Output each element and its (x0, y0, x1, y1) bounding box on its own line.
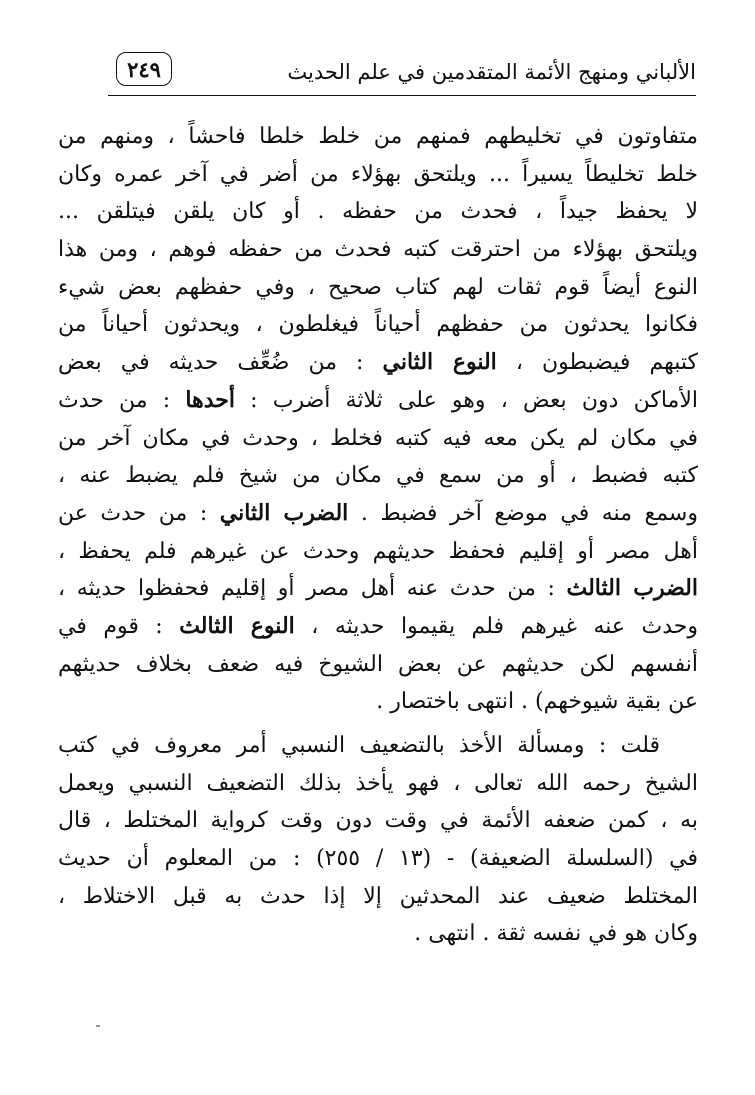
text-line (58, 533, 698, 571)
text-segment: : قوم في (58, 613, 180, 639)
paragraph (58, 118, 698, 721)
text-line (58, 765, 698, 803)
text-line (58, 269, 698, 307)
text-segment: أنفسهم لكن حديثهم عن بعض الشيوخ فيه ضعف بخلاف حديثهم (58, 651, 698, 677)
page-header (108, 52, 696, 96)
text-segment: به ، كمن ضعفه الأئمة في وقت دون وقت كرواية المختلط ، قال (58, 808, 698, 834)
text-line (58, 608, 698, 646)
text-line (58, 344, 698, 382)
text-segment: : من حدث عنه أهل مصر أو إقليم فحفظوا حديثه ، (58, 576, 567, 602)
text-line (58, 231, 698, 269)
text-segment: : من حدث (58, 387, 186, 413)
footer-mark (96, 1025, 100, 1027)
paragraph (58, 727, 698, 953)
bold-heading-term: الضرب الثاني (219, 499, 349, 526)
text-segment: كتبه فضبط ، أو من سمع في مكان من شيخ فلم يضبط عنه ، (58, 463, 698, 489)
text-line (58, 382, 698, 420)
text-line (58, 727, 698, 765)
text-line (58, 193, 698, 231)
text-segment: وكان هو في نفسه ثقة . انتهى . (414, 921, 698, 947)
bold-heading-term: النوع الثالث (179, 612, 295, 639)
text-line (58, 570, 698, 608)
text-line (58, 840, 698, 878)
text-segment: النوع أيضاً قوم ثقات لهم كتاب صحيح ، وفي حفظهم بعض شيء (58, 274, 698, 300)
text-segment: وسمع منه في موضع آخر فضبط . (348, 500, 698, 526)
page-number: ٢٤٩ (116, 52, 172, 86)
text-line (58, 495, 698, 533)
text-segment: لا يحفظ جيداً ، فحدث من حفظه . أو كان يلقن فيتلقن ... (58, 199, 698, 225)
text-line (58, 646, 698, 684)
text-line (58, 156, 698, 194)
text-segment: في مكان لم يكن معه فيه كتبه فخلط ، وحدث في مكان آخر من (58, 425, 698, 451)
text-line (58, 683, 698, 721)
text-segment: كتبهم فيضبطون ، (496, 350, 698, 376)
text-segment: قلت : ومسألة الأخذ بالتضعيف النسبي أمر معروف في كتب (58, 733, 660, 758)
body-text (58, 118, 698, 953)
text-line (58, 420, 698, 458)
text-segment: ويلتحق بهؤلاء من احترقت كتبه فحدث من حفظه فوهم ، ومن هذا (58, 237, 698, 263)
text-line (58, 915, 698, 953)
text-segment: : من ضُعِّف حديثه في بعض (58, 350, 383, 376)
text-line (58, 878, 698, 916)
text-segment: الشيخ رحمه الله تعالى ، فهو يأخذ بذلك التضعيف النسبي ويعمل (58, 770, 698, 796)
text-line (58, 457, 698, 495)
text-segment: وحدث عنه غيرهم فلم يقيموا حديثه ، (294, 613, 698, 639)
text-line (58, 118, 698, 156)
text-segment: أهل مصر أو إقليم فحفظ حديثهم وحدث عن غيرهم فلم يحفظ ، (58, 538, 698, 564)
text-segment: فكانوا يحدثون من حفظهم أحياناً فيغلطون ، ويحدثون أحياناً من (58, 312, 698, 338)
text-segment: في (السلسلة الضعيفة) - (١٣ / ٢٥٥) : من المعلوم أن حديث (58, 846, 698, 872)
bold-heading-term: أحدها (185, 386, 235, 413)
text-segment: خلط تخليطاً يسيراً ... ويلتحق بهؤلاء من أضر في آخر عمره وكان (58, 161, 698, 187)
header-rule (108, 95, 696, 96)
text-segment: المختلط ضعيف عند المحدثين إلا إذا حدث به قبل الاختلاط ، (58, 883, 698, 909)
bold-heading-term: النوع الثاني (382, 349, 497, 376)
text-segment: الأماكن دون بعض ، وهو على ثلاثة أضرب : (234, 387, 698, 413)
text-segment: عن بقية شيوخهم) . انتهى باختصار . (376, 689, 698, 715)
running-title: الألباني ومنهج الأئمة المتقدمين في علم الحديث (287, 60, 696, 84)
bold-heading-term: الضرب الثالث (566, 575, 698, 602)
text-segment: : من حدث عن (58, 500, 220, 526)
text-line (58, 802, 698, 840)
text-line (58, 306, 698, 344)
text-segment: متفاوتون في تخليطهم فمنهم من خلط خلطا فاحشاً ، ومنهم من (58, 124, 698, 149)
